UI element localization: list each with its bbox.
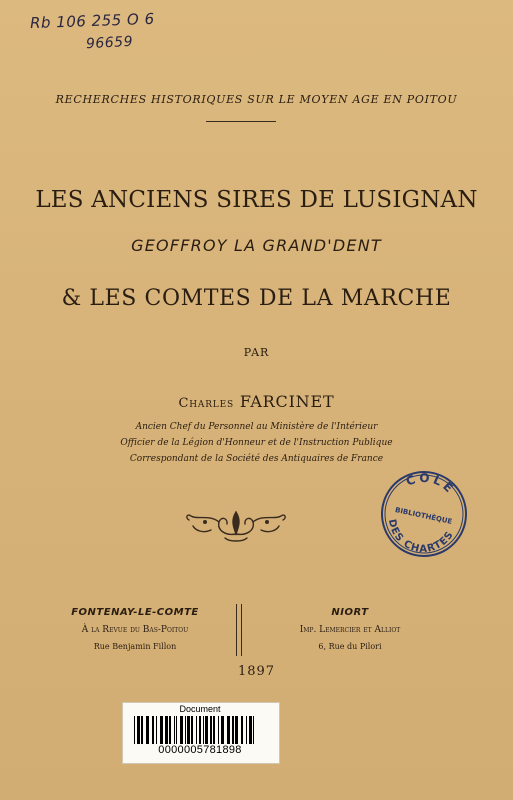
barcode-bar [203,716,204,744]
barcode-bar [218,716,219,744]
barcode-bar [232,716,234,744]
publisher-left-address: Rue Benjamin Fillon [93,642,177,651]
publisher-left-city: FONTENAY-LE-COMTE [71,607,199,618]
handwritten-number: 96659 [85,33,134,53]
barcode-bar [196,716,197,744]
barcode-bar [253,716,254,744]
publisher-right-city: NIORT [331,607,369,618]
barcode-bar [213,716,215,744]
barcode-bar [210,716,212,744]
barcode-bar [221,716,224,744]
main-title: LES ANCIENS SIRES DE LUSIGNAN [35,187,478,213]
barcode-bar [191,716,193,744]
barcode-bar [241,716,243,744]
barcode-bar [187,716,190,744]
publisher-right-address: 6, Rue du Pilori [318,642,382,651]
barcode-bar [160,716,163,744]
barcode-bar [169,716,171,744]
barcode-bar [156,716,157,744]
barcode-bar [249,716,252,744]
author-last-name: FARCINET [239,392,335,411]
barcode-bar [180,716,183,744]
stamp-middle-text: BIBLIOTHÈQUE [394,506,453,526]
barcode-bar [235,716,238,744]
publisher-divider [236,604,242,656]
title-continuation: & LES COMTES DE LA MARCHE [61,286,452,311]
author-first-name: Charles [178,396,234,411]
series-rule [206,121,276,122]
publisher-left-line: À la Revue du Bas-Poitou [81,625,189,635]
barcode-bar [165,716,168,744]
barcode-number: 0000005781898 [158,744,242,756]
author-name [0,392,513,411]
credential-line: Correspondant de la Société des Antiquaires de France [129,454,384,464]
barcode-bar [205,716,208,744]
svg-text:COLE [402,468,460,499]
barcode-bar [141,716,143,744]
credential-line: Ancien Chef du Personnel au Ministère de l'Intérieur [135,422,378,432]
publisher-right-line: Imp. Lemercier et Alliot [299,625,401,635]
series-title: RECHERCHES HISTORIQUES SUR LE MOYEN AGE EN POITOU [55,93,458,106]
by-line: PAR [243,346,270,359]
barcode-bar [146,716,149,744]
barcode-bar [246,716,247,744]
barcode-bar [152,716,154,744]
barcode-bar [227,716,230,744]
library-stamp-icon [378,468,470,560]
stamp-top-text: COLE [404,470,458,498]
barcode-bar [134,716,135,744]
credential-line: Officier de la Légion d'Honneur et de l'Instruction Publique [120,438,393,448]
barcode-label-text: Document [179,704,221,714]
handwritten-shelfmark: Rb 106 255 O 6 [29,9,155,33]
barcode-icon [132,716,268,744]
barcode-bar [199,716,201,744]
subtitle: GEOFFROY LA GRAND'DENT [131,236,382,255]
publication-year: 1897 [237,664,276,679]
barcode-bar [137,716,140,744]
barcode-bar [176,716,177,744]
barcode-bar [185,716,186,744]
decorative-ornament-icon [181,500,291,544]
stamp-bottom-text: DES CHARTES [385,518,457,555]
barcode-bar [174,716,175,744]
